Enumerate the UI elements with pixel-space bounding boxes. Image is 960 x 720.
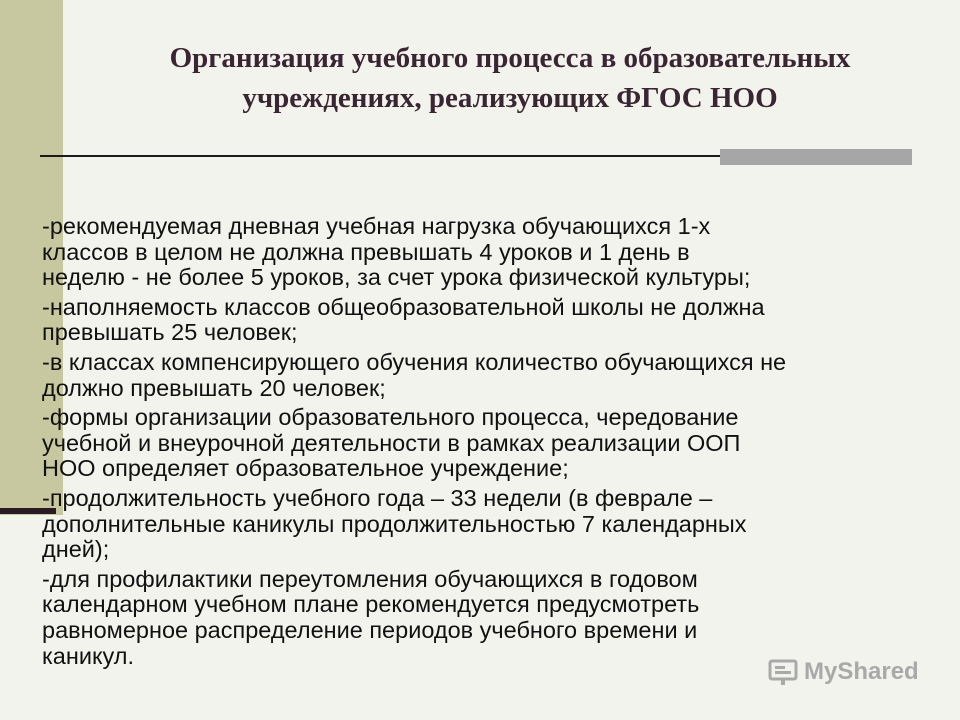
list-item-line: классов в целом не должна превышать 4 уроков и 1 день в [42, 238, 690, 265]
list-item [42, 567, 922, 669]
list-item-line: должно превышать 20 человек; [42, 374, 386, 401]
watermark [768, 657, 919, 687]
list-item [42, 350, 922, 401]
presentation-icon [768, 657, 798, 687]
title-line-2: учреждениях, реализующих ФГОС НОО [242, 82, 778, 114]
requirements-list [42, 214, 922, 673]
list-item-line: -в классах компенсирующего обучения количество обучающихся не [42, 348, 787, 375]
title-divider-accent [720, 149, 912, 165]
list-item-line: учебной и внеурочной деятельности в рамках реализации ООП [42, 429, 741, 456]
list-item-line: каникул. [42, 642, 134, 669]
watermark-text: MyShared [804, 658, 919, 685]
list-item-line: дополнительные каникулы продолжительностью 7 календарных [42, 510, 747, 537]
list-item-line: дней); [42, 536, 110, 563]
list-item [42, 214, 922, 291]
list-item [42, 405, 922, 482]
list-item-line: -рекомендуемая дневная учебная нагрузка обучающихся 1-х [42, 213, 711, 239]
list-item-line: календарном учебном плане рекомендуется предусмотреть [42, 591, 700, 618]
list-item [42, 486, 922, 563]
slide-title [100, 38, 920, 118]
list-item-line: -формы организации образовательного процесса, чередование [42, 404, 739, 431]
list-item-line: НОО определяет образовательное учреждение; [42, 455, 569, 482]
list-item-line: превышать 25 человек; [42, 319, 298, 346]
list-item-line: -продолжительность учебного года – 33 недели (в феврале – [42, 484, 713, 511]
list-item-line: неделю - не более 5 уроков, за счет урока физической культуры; [42, 264, 751, 291]
list-item-line: -для профилактики переутомления обучающихся в годовом [42, 565, 698, 592]
list-item [42, 295, 922, 346]
list-item-line: -наполняемость классов общеобразовательной школы не должна [42, 293, 765, 320]
list-item-line: равномерное распределение периодов учебного времени и [42, 616, 698, 643]
title-line-1: Организация учебного процесса в образовательных [169, 42, 851, 74]
